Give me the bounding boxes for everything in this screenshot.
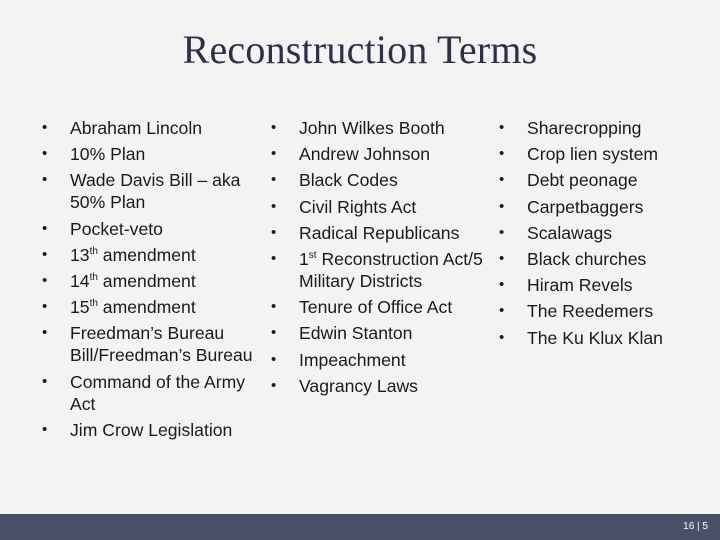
list-item: • Sharecropping bbox=[499, 118, 642, 138]
bullet-icon: • bbox=[271, 350, 277, 368]
bullet-icon: • bbox=[42, 271, 48, 289]
bullet-icon: • bbox=[271, 119, 277, 136]
list-item: • Black churches bbox=[499, 248, 647, 269]
bullet-icon: • bbox=[499, 249, 505, 267]
bullet-icon: • bbox=[499, 223, 505, 241]
list-item: • 1st Reconstruction Act/5 Military Districts bbox=[271, 248, 483, 291]
list-item: • 14th amendment bbox=[42, 270, 196, 291]
terms-column-1 bbox=[42, 117, 262, 445]
bullet-icon: • bbox=[499, 276, 505, 294]
bullet-icon: • bbox=[271, 249, 277, 267]
bullet-icon: • bbox=[42, 372, 48, 390]
bullet-icon: • bbox=[499, 328, 505, 346]
bullet-icon: • bbox=[499, 302, 505, 320]
bullet-icon: • bbox=[271, 223, 277, 241]
bullet-icon: • bbox=[42, 298, 48, 316]
list-item: • The Reedemers bbox=[499, 301, 654, 322]
list-item: • Impeachment bbox=[271, 349, 406, 370]
list-item: • Pocket-veto bbox=[42, 218, 163, 239]
list-item: • 13th amendment bbox=[42, 244, 196, 265]
bullet-icon: • bbox=[499, 171, 505, 189]
bullet-icon: • bbox=[42, 145, 48, 163]
list-item: • Black Codes bbox=[271, 170, 398, 191]
list-item: • Vagrancy Laws bbox=[271, 375, 418, 396]
list-item: • Wade Davis Bill – aka 50% Plan bbox=[42, 170, 241, 213]
list-item: • Radical Republicans bbox=[271, 222, 460, 243]
bullet-icon: • bbox=[42, 119, 48, 136]
bullet-icon: • bbox=[271, 324, 277, 342]
list-item: • Debt peonage bbox=[499, 170, 638, 191]
list-item: • John Wilkes Booth bbox=[271, 118, 445, 138]
terms-column-2 bbox=[271, 117, 491, 401]
list-item: • Edwin Stanton bbox=[271, 323, 413, 344]
bullet-icon: • bbox=[271, 145, 277, 163]
bullet-icon: • bbox=[271, 197, 277, 215]
terms-column-3 bbox=[499, 117, 709, 353]
slide-title: Reconstruction Terms bbox=[182, 27, 538, 72]
bullet-icon: • bbox=[42, 420, 48, 438]
bullet-icon: • bbox=[42, 324, 48, 342]
list-item: • Abraham Lincoln bbox=[42, 118, 203, 138]
list-item: • Crop lien system bbox=[499, 144, 659, 165]
list-item: • Freedman’s Bureau Bill/Freedman’s Bureau bbox=[42, 323, 253, 366]
footer-bar bbox=[0, 514, 720, 540]
list-item: • 15th amendment bbox=[42, 297, 196, 318]
bullet-icon: • bbox=[42, 171, 48, 189]
list-item: • Hiram Revels bbox=[499, 275, 633, 296]
bullet-icon: • bbox=[499, 197, 505, 215]
bullet-icon: • bbox=[42, 245, 48, 263]
page-number: 16 | 5 bbox=[683, 521, 708, 532]
list-item: • Command of the Army Act bbox=[42, 371, 246, 414]
list-item: • 10% Plan bbox=[42, 144, 146, 165]
bullet-icon: • bbox=[499, 119, 505, 136]
list-item: • Andrew Johnson bbox=[271, 144, 431, 165]
bullet-icon: • bbox=[271, 171, 277, 189]
list-item: • Carpetbaggers bbox=[499, 196, 644, 217]
bullet-icon: • bbox=[271, 376, 277, 394]
list-item: • Scalawags bbox=[499, 222, 613, 243]
bullet-icon: • bbox=[271, 298, 277, 316]
bullet-icon: • bbox=[42, 219, 48, 237]
bullet-icon: • bbox=[499, 145, 505, 163]
list-item: • The Ku Klux Klan bbox=[499, 327, 663, 348]
list-item: • Tenure of Office Act bbox=[271, 297, 453, 318]
list-item: • Civil Rights Act bbox=[271, 196, 417, 217]
list-item: • Jim Crow Legislation bbox=[42, 419, 233, 440]
